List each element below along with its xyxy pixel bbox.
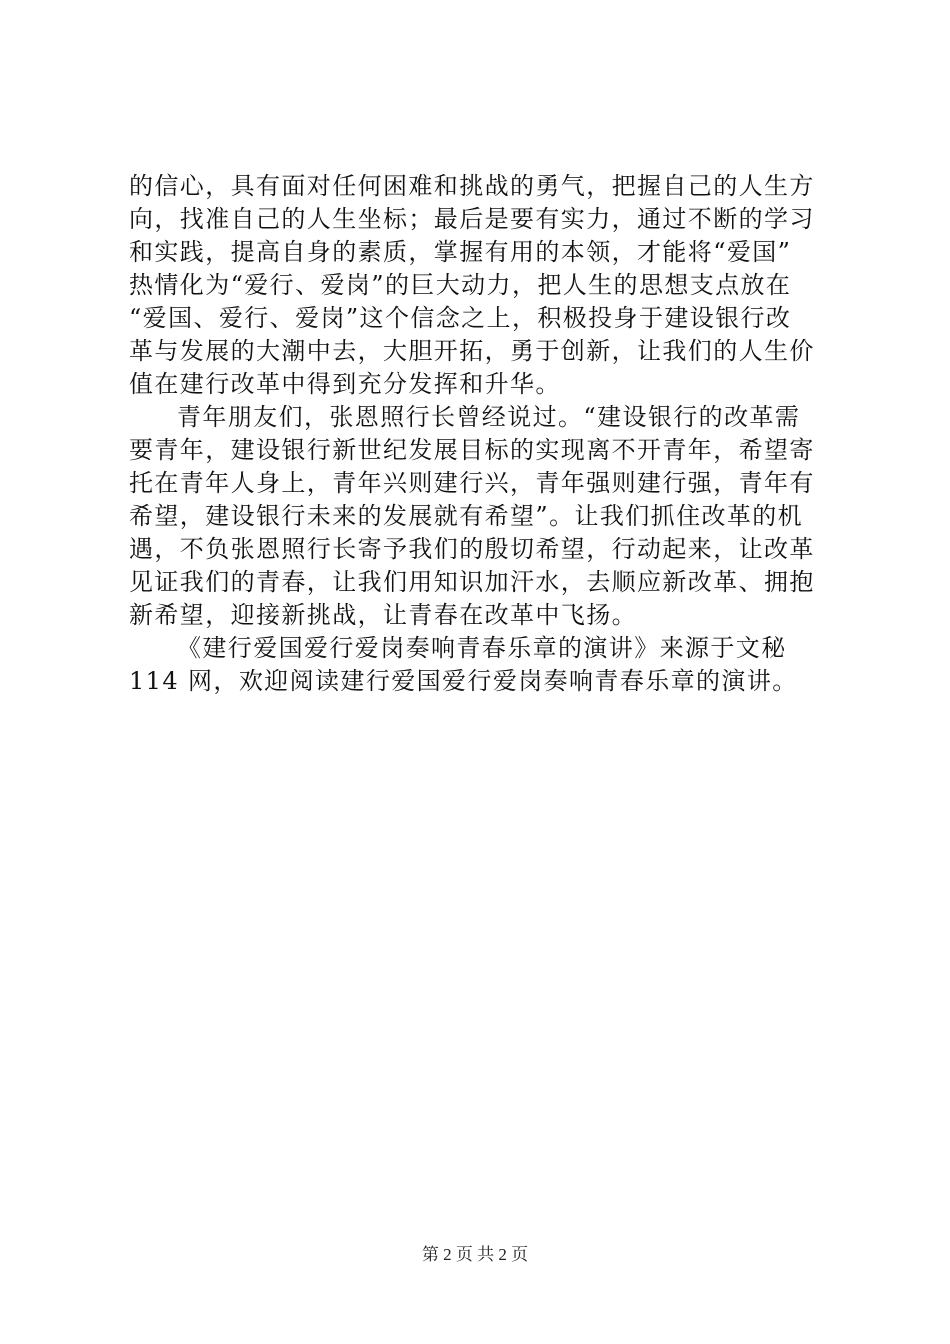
text-line: 希望，建设银行未来的发展就有希望”。让我们抓住改革的机 [129,502,804,530]
text-line: 革与发展的大潮中去，大胆开拓，勇于创新，让我们的人生价 [129,337,815,365]
paragraph-start-line: 青年朋友们，张恩照行长曾经说过。“建设银行的改革需 [177,403,801,431]
page-number-footer: 第 2 页 共 2 页 [421,1245,529,1264]
text-line: 遇，不负张恩照行长寄予我们的殷切希望，行动起来，让改革 [129,535,815,563]
text-line: 114 网，欢迎阅读建行爱国爱行爱岗奏响青春乐章的演讲。 [129,667,798,695]
text-line: 新希望，迎接新挑战，让青春在改革中飞扬。 [129,601,637,629]
text-line: 热情化为“爱行、爱岗”的巨大动力，把人生的思想支点放在 [129,271,792,299]
text-line: 要青年，建设银行新世纪发展目标的实现离不开青年，希望寄 [129,436,815,464]
text-line: 的信心，具有面对任何困难和挑战的勇气，把握自己的人生方 [129,172,815,200]
text-line: 托在青年人身上，青年兴则建行兴，青年强则建行强，青年有 [129,469,815,497]
text-line: 值在建行改革中得到充分发挥和升华。 [129,370,561,398]
text-line: 见证我们的青春，让我们用知识加汗水，去顺应新改革、拥抱 [129,568,815,596]
text-line: “爱国、爱行、爱岗”这个信念之上，积极投身于建设银行改 [129,304,792,332]
paragraph-start-line: 《建行爱国爱行爱岗奏响青春乐章的演讲》来源于文秘 [177,634,787,662]
body-text [129,170,829,698]
text-line: 向，找准自己的人生坐标；最后是要有实力，通过不断的学习 [129,205,815,233]
text-line: 和实践，提高自身的素质，掌握有用的本领，才能将“爱国” [129,238,792,266]
